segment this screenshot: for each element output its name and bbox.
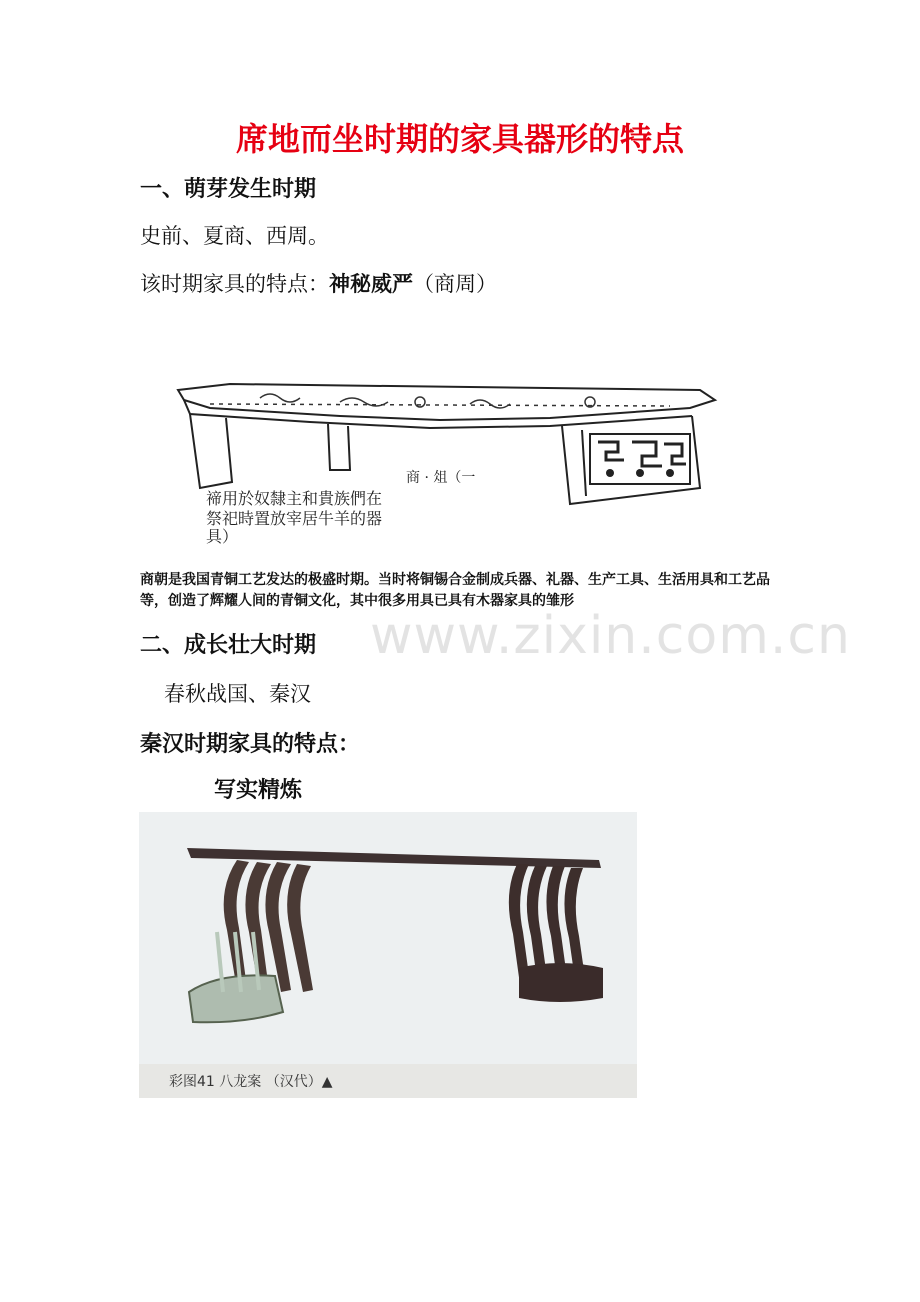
section2-feature: 写实精炼 xyxy=(214,778,303,803)
figure1-caption-3: 祭祀時置放宰居牛羊的器 xyxy=(206,509,383,528)
feature-note: （商周） xyxy=(413,272,497,296)
eight-dragon-table-drawing xyxy=(139,812,637,1098)
section1-heading: 一、萌芽发生时期 xyxy=(140,177,317,202)
section2-heading: 二、成长壮大时期 xyxy=(140,633,317,658)
shang-zu-drawing xyxy=(170,378,718,560)
shang-zu-figure xyxy=(170,378,718,560)
bronze-description: 商朝是我国青铜工艺发达的极盛时期。当时将铜锡合金制成兵器、礼器、生产工具、生活用具和工艺品等，创造了辉耀人间的青铜文化，其中很多用具已具有木器家具的雏形 xyxy=(140,572,770,609)
page-title: 席地而坐时期的家具器形的特点 xyxy=(235,120,684,158)
figure1-caption-4: 具） xyxy=(206,527,239,546)
figure1-caption-2: 禘用於奴隸主和貴族們在 xyxy=(206,489,383,508)
figure2-caption: 彩图41 八龙案 （汉代）▲ xyxy=(169,1074,333,1090)
feature-value: 神秘威严 xyxy=(329,272,413,296)
eight-dragon-table-photo xyxy=(139,812,637,1098)
feature-label: 该时期家具的特点： xyxy=(140,272,329,296)
figure1-caption-1: 商 · 俎（一 xyxy=(406,470,476,486)
section2-periods: 春秋战国、秦汉 xyxy=(164,682,311,706)
section1-periods: 史前、夏商、西周。 xyxy=(140,224,329,248)
section2-subheading: 秦汉时期家具的特点： xyxy=(140,732,361,757)
section1-feature-line xyxy=(140,268,497,298)
watermark: www.zixin.com.cn xyxy=(370,606,851,666)
